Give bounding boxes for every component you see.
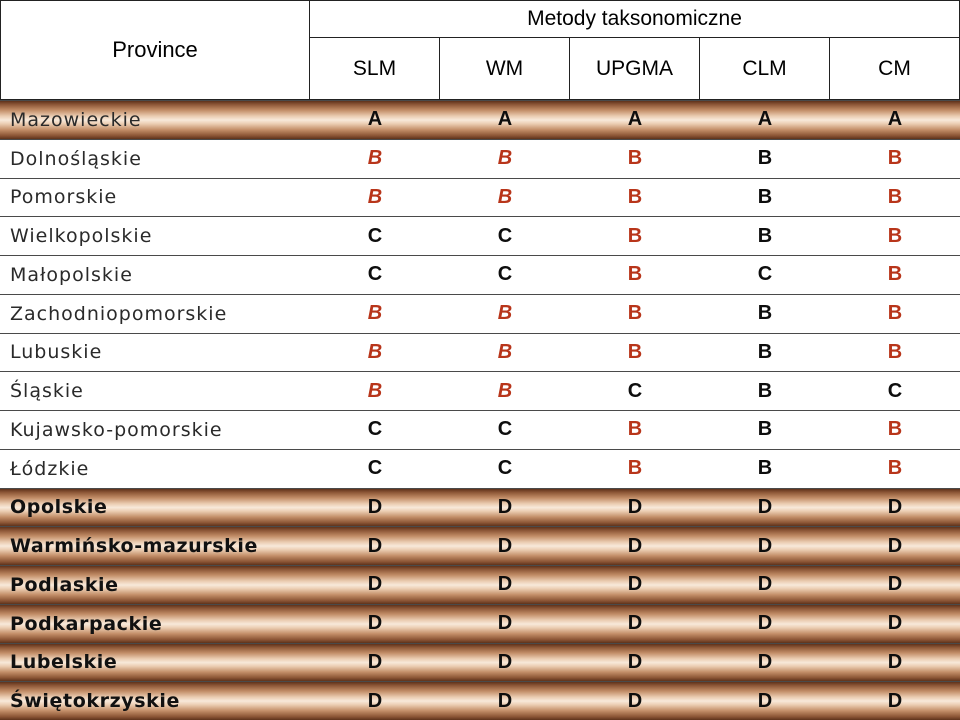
province-name: Lubuskie: [10, 341, 103, 364]
cluster-cell-clm: D: [757, 573, 773, 596]
province-name: Pomorskie: [10, 186, 118, 209]
table-row: [0, 526, 960, 565]
cluster-cell-slm: B: [367, 302, 383, 325]
cluster-cell-clm: B: [757, 185, 773, 208]
cluster-cell-slm: D: [367, 573, 383, 596]
cluster-cell-upgma: D: [627, 689, 643, 712]
cluster-cell-slm: D: [367, 534, 383, 557]
cluster-cell-wm: D: [497, 650, 513, 673]
table-row: [0, 488, 960, 527]
cluster-cell-cm: C: [887, 379, 903, 402]
table-row: [0, 565, 960, 604]
cluster-cell-cm: D: [887, 612, 903, 635]
table-row: [0, 255, 960, 294]
cluster-cell-upgma: B: [627, 457, 643, 480]
methods-group-label: Metody taksonomiczne: [527, 7, 742, 30]
cluster-cell-slm: C: [367, 457, 383, 480]
cluster-cell-wm: B: [497, 379, 513, 402]
table-row: [0, 449, 960, 488]
cluster-cell-upgma: D: [627, 650, 643, 673]
cluster-cell-slm: C: [367, 224, 383, 247]
cluster-cell-upgma: B: [627, 224, 643, 247]
province-name: Podkarpackie: [10, 612, 163, 635]
cluster-cell-wm: B: [497, 302, 513, 325]
cluster-cell-upgma: B: [627, 418, 643, 441]
cluster-cell-cm: B: [887, 263, 903, 286]
cluster-cell-clm: B: [757, 224, 773, 247]
cluster-cell-upgma: B: [627, 147, 643, 170]
table-row: [0, 100, 960, 139]
cluster-cell-wm: D: [497, 612, 513, 635]
cluster-cell-cm: A: [887, 108, 903, 131]
province-name: Zachodniopomorskie: [10, 302, 228, 325]
cluster-cell-upgma: C: [627, 379, 643, 402]
method-header-wm: WM: [440, 38, 570, 100]
cluster-cell-slm: D: [367, 612, 383, 635]
cluster-cell-clm: B: [757, 379, 773, 402]
province-name: Wielkopolskie: [10, 225, 153, 248]
cluster-cell-slm: B: [367, 379, 383, 402]
cluster-cell-wm: D: [497, 495, 513, 518]
method-header-upgma: UPGMA: [570, 38, 700, 100]
cluster-cell-upgma: B: [627, 185, 643, 208]
cluster-cell-wm: D: [497, 534, 513, 557]
cluster-cell-clm: D: [757, 650, 773, 673]
cluster-cell-wm: A: [497, 108, 513, 131]
cluster-cell-clm: A: [757, 108, 773, 131]
cluster-cell-upgma: D: [627, 495, 643, 518]
table-row: [0, 333, 960, 372]
table-row: [0, 178, 960, 217]
cluster-cell-wm: C: [497, 457, 513, 480]
cluster-cell-slm: C: [367, 263, 383, 286]
cluster-cell-slm: A: [367, 108, 383, 131]
cluster-cell-wm: D: [497, 573, 513, 596]
cluster-cell-cm: B: [887, 418, 903, 441]
cluster-cell-clm: D: [757, 495, 773, 518]
province-name: Warmińsko-mazurskie: [10, 535, 258, 558]
province-name: Opolskie: [10, 496, 108, 519]
cluster-cell-slm: D: [367, 650, 383, 673]
province-name: Mazowieckie: [10, 108, 142, 131]
cluster-cell-cm: B: [887, 224, 903, 247]
table-row: [0, 604, 960, 643]
cluster-cell-clm: B: [757, 418, 773, 441]
table-row: [0, 643, 960, 682]
cluster-cell-upgma: B: [627, 340, 643, 363]
cluster-cell-clm: B: [757, 147, 773, 170]
cluster-cell-wm: C: [497, 263, 513, 286]
method-header-clm: CLM: [700, 38, 830, 100]
cluster-cell-cm: D: [887, 495, 903, 518]
cluster-cell-wm: D: [497, 689, 513, 712]
cluster-cell-slm: D: [367, 495, 383, 518]
cluster-cell-slm: C: [367, 418, 383, 441]
cluster-cell-clm: D: [757, 534, 773, 557]
table-row: [0, 139, 960, 178]
province-name: Łódzkie: [10, 457, 90, 480]
cluster-cell-cm: B: [887, 457, 903, 480]
cluster-cell-slm: D: [367, 689, 383, 712]
cluster-cell-upgma: B: [627, 302, 643, 325]
table-row: [0, 371, 960, 410]
cluster-cell-cm: D: [887, 689, 903, 712]
province-name: Lubelskie: [10, 651, 118, 674]
cluster-cell-cm: B: [887, 340, 903, 363]
methods-group-header: [310, 0, 960, 38]
cluster-cell-slm: B: [367, 147, 383, 170]
cluster-cell-wm: B: [497, 147, 513, 170]
province-name: Podlaskie: [10, 573, 119, 596]
province-column-header: [0, 0, 310, 100]
cluster-cell-slm: B: [367, 340, 383, 363]
province-name: Dolnośląskie: [10, 147, 142, 170]
method-header-slm: SLM: [310, 38, 440, 100]
cluster-cell-upgma: D: [627, 612, 643, 635]
province-header-label: Province: [112, 37, 198, 62]
cluster-cell-cm: D: [887, 650, 903, 673]
cluster-cell-clm: B: [757, 457, 773, 480]
cluster-cell-slm: B: [367, 185, 383, 208]
table-row: [0, 410, 960, 449]
cluster-cell-clm: D: [757, 689, 773, 712]
table-row: [0, 294, 960, 333]
cluster-cell-cm: B: [887, 185, 903, 208]
cluster-cell-wm: B: [497, 185, 513, 208]
province-name: Świętokrzyskie: [10, 690, 180, 713]
province-name: Kujawsko-pomorskie: [10, 418, 223, 441]
cluster-cell-clm: C: [757, 263, 773, 286]
cluster-cell-upgma: A: [627, 108, 643, 131]
cluster-cell-cm: D: [887, 573, 903, 596]
table-row: [0, 681, 960, 720]
cluster-cell-upgma: D: [627, 534, 643, 557]
cluster-cell-cm: B: [887, 147, 903, 170]
province-name: Małopolskie: [10, 263, 133, 286]
cluster-cell-cm: D: [887, 534, 903, 557]
table-row: [0, 216, 960, 255]
cluster-cell-clm: B: [757, 340, 773, 363]
cluster-cell-wm: B: [497, 340, 513, 363]
province-name: Śląskie: [10, 380, 84, 403]
cluster-cell-cm: B: [887, 302, 903, 325]
cluster-cell-clm: B: [757, 302, 773, 325]
method-header-cm: CM: [830, 38, 960, 100]
cluster-cell-wm: C: [497, 224, 513, 247]
cluster-cell-upgma: D: [627, 573, 643, 596]
cluster-cell-clm: D: [757, 612, 773, 635]
cluster-cell-upgma: B: [627, 263, 643, 286]
cluster-cell-wm: C: [497, 418, 513, 441]
